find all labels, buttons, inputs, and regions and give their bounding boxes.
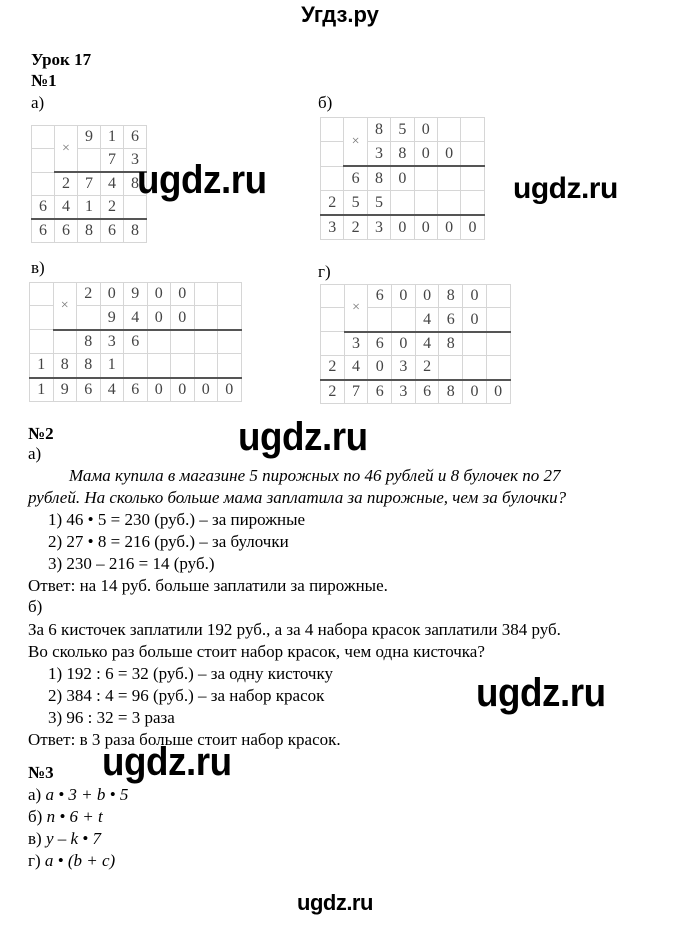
grid-cell: 0 xyxy=(461,215,484,240)
task3-item-expr: y – k • 7 xyxy=(45,829,101,848)
grid-row xyxy=(30,378,242,402)
grid-row xyxy=(321,118,485,142)
grid-cell: 7 xyxy=(78,172,101,196)
grid-cell: 8 xyxy=(78,219,101,243)
grid-cell: 6 xyxy=(101,219,124,243)
grid-cell: 1 xyxy=(101,126,124,149)
grid-cell: 0 xyxy=(415,285,439,308)
grid-cell: 4 xyxy=(415,308,439,332)
grid-cell xyxy=(461,142,484,167)
grid-cell: 0 xyxy=(171,283,195,306)
grid-cell: 6 xyxy=(124,378,148,402)
grid-cell xyxy=(486,356,510,380)
grid-cell xyxy=(218,306,242,330)
grid-cell: 8 xyxy=(124,172,147,196)
grid-cell xyxy=(321,285,345,308)
grid-cell: 8 xyxy=(367,166,390,191)
task3-item-expr: n • 6 + t xyxy=(46,807,103,826)
grid-cell: 6 xyxy=(77,378,101,402)
grid-row xyxy=(321,285,511,308)
grid-cell xyxy=(171,330,195,354)
grid-cell xyxy=(321,142,344,167)
grid-cell: 3 xyxy=(344,332,368,356)
grid-cell xyxy=(414,191,437,216)
grid-cell xyxy=(171,354,195,378)
grid-cell: 1 xyxy=(30,354,54,378)
grid-cell: 5 xyxy=(344,191,367,216)
grid-cell: 6 xyxy=(124,330,148,354)
task1-part-g-label: г) xyxy=(318,262,331,281)
grid-cell: 0 xyxy=(171,378,195,402)
grid-cell: 4 xyxy=(415,332,439,356)
task2-b-step-3: 3) 96 : 32 = 3 раза xyxy=(48,708,175,727)
grid-cell xyxy=(194,306,218,330)
grid-cell xyxy=(218,354,242,378)
grid-cell: 6 xyxy=(368,285,392,308)
grid-cell xyxy=(147,354,171,378)
grid-row xyxy=(30,354,242,378)
grid-cell: 2 xyxy=(321,191,344,216)
grid-cell xyxy=(439,356,463,380)
site-title: Угдз.ру xyxy=(301,2,379,27)
grid-cell xyxy=(194,283,218,306)
task1-part-v-label: в) xyxy=(31,258,45,277)
grid-cell: 3 xyxy=(392,380,416,404)
multiplication-grid-g xyxy=(320,284,511,404)
times-sign: × xyxy=(53,283,77,330)
grid-cell xyxy=(414,166,437,191)
task2-part-a-label: а) xyxy=(28,444,42,463)
grid-cell xyxy=(194,354,218,378)
grid-cell: 6 xyxy=(32,219,55,243)
grid-row xyxy=(321,332,511,356)
task2-a-step-2: 2) 27 • 8 = 216 (руб.) – за булочки xyxy=(48,532,289,551)
task3-item-a xyxy=(28,784,128,807)
grid-cell: 0 xyxy=(392,332,416,356)
grid-row xyxy=(321,215,485,240)
grid-cell: 0 xyxy=(414,142,437,167)
grid-cell: 1 xyxy=(78,196,101,220)
grid-cell: 4 xyxy=(124,306,148,330)
watermark: ugdz.ru xyxy=(297,890,373,915)
grid-cell: 4 xyxy=(55,196,78,220)
grid-cell xyxy=(124,354,148,378)
grid-cell: 3 xyxy=(100,330,124,354)
grid-cell: 6 xyxy=(439,308,463,332)
grid-cell: 0 xyxy=(392,285,416,308)
grid-cell: 0 xyxy=(414,118,437,142)
task3-item-label: г) xyxy=(28,851,41,870)
grid-cell: 6 xyxy=(368,332,392,356)
grid-cell: 5 xyxy=(367,191,390,216)
grid-row xyxy=(30,330,242,354)
grid-cell: 1 xyxy=(100,354,124,378)
grid-cell: 7 xyxy=(344,380,368,404)
grid-cell: 2 xyxy=(101,196,124,220)
grid-cell xyxy=(321,332,345,356)
task2-b-step-2: 2) 384 : 4 = 96 (руб.) – за набор красок xyxy=(48,686,325,705)
grid-cell: 8 xyxy=(77,354,101,378)
grid-row xyxy=(32,172,147,196)
lesson-title: Урок 17 xyxy=(31,50,92,69)
grid-cell: 0 xyxy=(463,285,487,308)
grid-cell: 0 xyxy=(463,380,487,404)
task2-a-step-1: 1) 46 • 5 = 230 (руб.) – за пирожные xyxy=(48,510,306,529)
grid-cell: 8 xyxy=(439,285,463,308)
grid-cell xyxy=(392,308,416,332)
task3-item-expr: a • (b + c) xyxy=(44,851,116,870)
grid-cell: 0 xyxy=(414,215,437,240)
grid-cell xyxy=(368,308,392,332)
grid-row xyxy=(30,283,242,306)
task2-b-answer: Ответ: в 3 раза больше стоит набор красок. xyxy=(28,730,341,749)
grid-row xyxy=(32,219,147,243)
grid-cell xyxy=(147,330,171,354)
grid-cell: 9 xyxy=(78,126,101,149)
grid-cell: 8 xyxy=(391,142,414,167)
grid-cell: 5 xyxy=(391,118,414,142)
grid-cell: 1 xyxy=(30,378,54,402)
grid-cell: 9 xyxy=(124,283,148,306)
grid-cell: 9 xyxy=(100,306,124,330)
task2-a-answer: Ответ: на 14 руб. больше заплатили за пирожные. xyxy=(28,576,388,595)
multiplication-grid-b xyxy=(320,117,485,240)
grid-cell: 2 xyxy=(344,215,367,240)
grid-cell: 0 xyxy=(171,306,195,330)
task1-part-a-label: а) xyxy=(31,93,45,112)
grid-cell xyxy=(437,191,460,216)
grid-cell xyxy=(32,149,55,173)
task2-a-step-3: 3) 230 – 216 = 14 (руб.) xyxy=(48,554,215,573)
grid-row xyxy=(321,380,511,404)
grid-cell: 2 xyxy=(321,356,345,380)
grid-cell: 0 xyxy=(437,142,460,167)
grid-row xyxy=(32,196,147,220)
grid-row xyxy=(321,191,485,216)
grid-cell: 6 xyxy=(344,166,367,191)
watermark: ugdz.ru xyxy=(137,158,267,202)
grid-cell: 4 xyxy=(344,356,368,380)
grid-cell xyxy=(321,308,345,332)
task2-b-problem-line2: Во сколько раз больше стоит набор красок, чем одна кисточка? xyxy=(28,642,485,661)
task2-b-step-1: 1) 192 : 6 = 32 (руб.) – за одну кисточку xyxy=(48,664,333,683)
grid-cell: 6 xyxy=(55,219,78,243)
grid-cell: 8 xyxy=(77,330,101,354)
task2-b-problem-line1: За 6 кисточек заплатили 192 руб., а за 4 набора красок заплатили 384 руб. xyxy=(28,620,561,639)
grid-row xyxy=(32,126,147,149)
grid-cell xyxy=(461,166,484,191)
grid-cell: 0 xyxy=(218,378,242,402)
grid-cell xyxy=(321,166,344,191)
grid-cell: 0 xyxy=(463,308,487,332)
grid-cell xyxy=(437,118,460,142)
grid-cell: 7 xyxy=(101,149,124,173)
times-sign: × xyxy=(344,285,368,332)
multiplication-grid-v xyxy=(29,282,242,402)
grid-cell: 8 xyxy=(439,332,463,356)
grid-cell: 0 xyxy=(486,380,510,404)
task2-a-problem-line1: Мама купила в магазине 5 пирожных по 46 рублей и 8 булочек по 27 xyxy=(69,466,561,485)
grid-cell xyxy=(53,330,77,354)
grid-cell: 8 xyxy=(53,354,77,378)
grid-cell: 3 xyxy=(367,215,390,240)
grid-cell xyxy=(461,118,484,142)
watermark: ugdz.ru xyxy=(513,172,618,205)
grid-cell: 4 xyxy=(101,172,124,196)
task3-item-label: в) xyxy=(28,829,42,848)
grid-cell xyxy=(218,283,242,306)
grid-cell xyxy=(463,356,487,380)
task3-item-expr: a • 3 + b • 5 xyxy=(45,785,129,804)
task3-item-v xyxy=(28,828,101,851)
times-sign: × xyxy=(344,118,367,167)
grid-cell: 2 xyxy=(415,356,439,380)
grid-cell: 4 xyxy=(100,378,124,402)
grid-cell: 8 xyxy=(367,118,390,142)
grid-row xyxy=(321,356,511,380)
grid-cell: 9 xyxy=(53,378,77,402)
grid-cell xyxy=(32,126,55,149)
grid-cell xyxy=(78,149,101,173)
grid-cell xyxy=(437,166,460,191)
grid-cell xyxy=(486,285,510,308)
grid-cell: 6 xyxy=(415,380,439,404)
grid-cell: 8 xyxy=(439,380,463,404)
grid-cell xyxy=(321,118,344,142)
grid-cell xyxy=(461,191,484,216)
task3-item-label: б) xyxy=(28,807,43,826)
grid-cell xyxy=(391,191,414,216)
grid-cell: 0 xyxy=(147,283,171,306)
task2-number: №2 xyxy=(28,424,54,443)
grid-cell: 0 xyxy=(194,378,218,402)
grid-cell: 2 xyxy=(77,283,101,306)
grid-cell: 0 xyxy=(391,166,414,191)
grid-cell: 0 xyxy=(368,356,392,380)
multiplication-grid-a xyxy=(31,125,147,243)
grid-cell xyxy=(32,172,55,196)
watermark: ugdz.ru xyxy=(238,415,368,459)
grid-row xyxy=(321,166,485,191)
task3-item-label: а) xyxy=(28,785,42,804)
grid-cell xyxy=(30,306,54,330)
grid-cell: 6 xyxy=(32,196,55,220)
watermark: ugdz.ru xyxy=(476,671,606,715)
grid-cell: 3 xyxy=(124,149,147,173)
task2-a-problem-line2: рублей. На сколько больше мама заплатила за пирожные, чем за булочки? xyxy=(28,488,567,507)
grid-cell: 0 xyxy=(147,306,171,330)
grid-cell: 3 xyxy=(367,142,390,167)
grid-cell: 2 xyxy=(55,172,78,196)
grid-cell xyxy=(30,330,54,354)
grid-cell: 0 xyxy=(147,378,171,402)
grid-cell xyxy=(77,306,101,330)
grid-cell xyxy=(194,330,218,354)
grid-cell xyxy=(463,332,487,356)
grid-cell: 0 xyxy=(437,215,460,240)
task3-item-b xyxy=(28,806,103,829)
grid-cell xyxy=(30,283,54,306)
grid-cell: 0 xyxy=(100,283,124,306)
task2-part-b-label: б) xyxy=(28,597,43,616)
watermark: ugdz.ru xyxy=(102,740,232,784)
grid-cell: 3 xyxy=(321,215,344,240)
grid-cell: 6 xyxy=(124,126,147,149)
task3-number: №3 xyxy=(28,763,54,782)
grid-row xyxy=(32,149,147,173)
task3-item-g xyxy=(28,850,115,873)
times-sign: × xyxy=(55,126,78,173)
grid-cell: 8 xyxy=(124,219,147,243)
grid-cell xyxy=(218,330,242,354)
grid-cell xyxy=(486,308,510,332)
task1-number: №1 xyxy=(31,71,57,90)
grid-cell: 3 xyxy=(392,356,416,380)
grid-cell: 0 xyxy=(391,215,414,240)
grid-cell xyxy=(486,332,510,356)
task1-part-b-label: б) xyxy=(318,93,333,112)
grid-cell: 6 xyxy=(368,380,392,404)
grid-cell: 2 xyxy=(321,380,345,404)
